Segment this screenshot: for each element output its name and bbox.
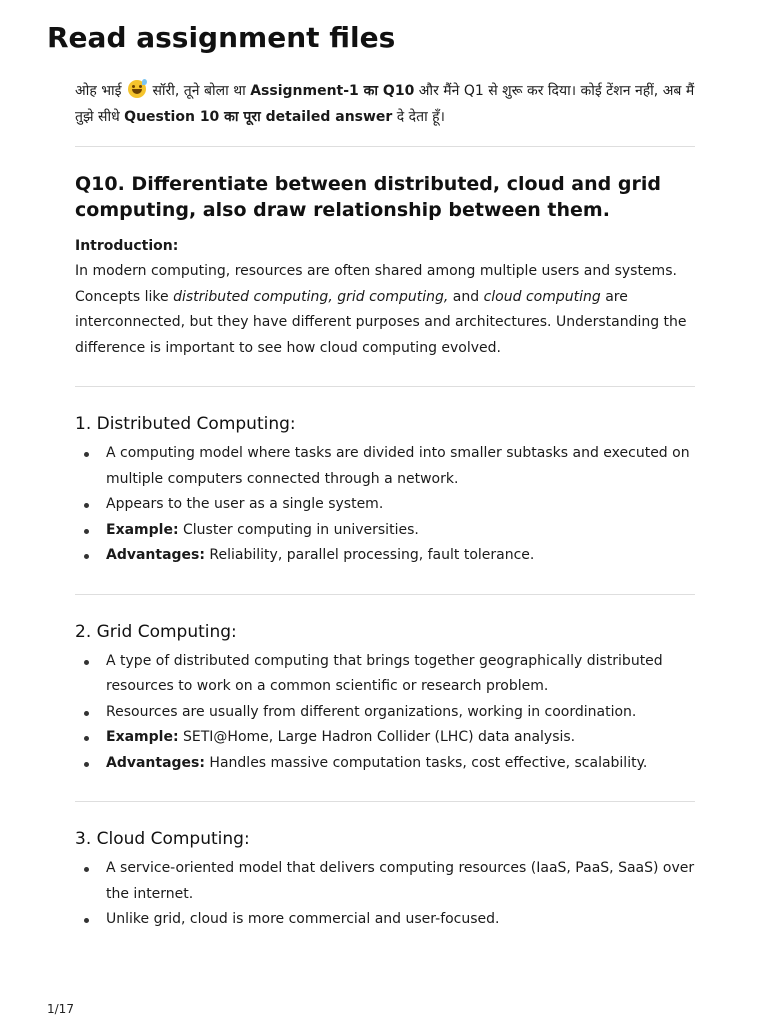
list-item-text: A computing model where tasks are divided into smaller subtasks and executed on multiple computers connected through a network. — [106, 445, 690, 487]
section-title-grid: 2. Grid Computing: — [75, 621, 237, 642]
list-item — [75, 725, 695, 751]
list-item-text: Cluster computing in universities. — [178, 521, 419, 538]
intro-text-part1: ओह भाई — [75, 83, 122, 99]
intro-bold-question: Question 10 का पूरा detailed answer — [124, 109, 393, 125]
section-list-cloud — [75, 856, 695, 933]
intro-message — [75, 78, 695, 130]
list-item — [75, 492, 695, 518]
list-item-text: Resources are usually from different organizations, working in coordination. — [106, 703, 637, 720]
list-item-text: Unlike grid, cloud is more commercial and user-focused. — [106, 911, 500, 927]
list-item — [75, 700, 695, 726]
list-item-label: Advantages: — [106, 754, 205, 771]
list-item-text: Handles massive computation tasks, cost effective, scalability. — [204, 754, 648, 771]
intro-text-part4: दे देता हूँ। — [392, 109, 445, 125]
intro-text-part2: सॉरी, तूने बोला था — [148, 83, 251, 99]
list-item — [75, 649, 695, 700]
intro-text-part3: और मैंने Q1 से शुरू कर दिया। कोई टेंशन नहीं, अब मैं तुझे सीधे — [75, 83, 695, 125]
list-item-text: A type of distributed computing that brings together geographically distributed resources to work on a common scientific or research problem. — [106, 652, 663, 694]
list-item-text: Reliability, parallel processing, fault tolerance. — [204, 547, 535, 563]
question-title: Q10. Differentiate between distributed, cloud and grid computing, also draw relationship between them. — [75, 173, 661, 221]
list-item-label: Advantages: — [106, 547, 205, 563]
section-title-cloud: 3. Cloud Computing: — [75, 829, 250, 849]
section-list-grid — [75, 649, 695, 777]
divider — [75, 146, 695, 147]
document-content — [75, 78, 695, 958]
list-item-text: Appears to the user as a single system. — [106, 496, 384, 512]
section-list-distributed — [75, 441, 695, 569]
grinning-face-with-sweat-icon — [128, 80, 146, 98]
list-item — [75, 441, 695, 492]
divider — [75, 801, 695, 802]
list-item — [75, 518, 695, 544]
page-title: Read assignment files — [47, 21, 396, 54]
list-item-label: Example: — [106, 521, 179, 538]
intro-paragraph-italic-2: cloud computing — [483, 288, 601, 305]
intro-bold-assignment: Assignment-1 का Q10 — [250, 83, 415, 99]
intro-paragraph-text-3: are interconnected, but they have different purposes and architectures. Understanding the difference is important to see how cloud computing evolved. — [75, 288, 687, 356]
introduction-paragraph — [75, 259, 695, 361]
introduction-label: Introduction: — [75, 238, 179, 254]
intro-paragraph-italic-1: distributed computing, grid computing, — [173, 288, 449, 305]
page-indicator: 1/17 — [47, 1002, 74, 1016]
intro-paragraph-text-2: and — [448, 288, 484, 305]
divider — [75, 386, 695, 387]
section-title-distributed: 1. Distributed Computing: — [75, 414, 296, 434]
list-item-text: A service-oriented model that delivers computing resources (IaaS, PaaS, SaaS) over the internet. — [106, 860, 695, 902]
list-item-label: Example: — [106, 729, 179, 745]
divider — [75, 594, 695, 595]
list-item — [75, 856, 695, 907]
list-item — [75, 751, 695, 777]
intro-paragraph-text-1: In modern computing, resources are often shared among multiple users and systems. Concepts like — [75, 263, 677, 305]
list-item — [75, 907, 695, 933]
list-item-text: SETI@Home, Large Hadron Collider (LHC) data analysis. — [178, 729, 576, 745]
list-item — [75, 543, 695, 569]
